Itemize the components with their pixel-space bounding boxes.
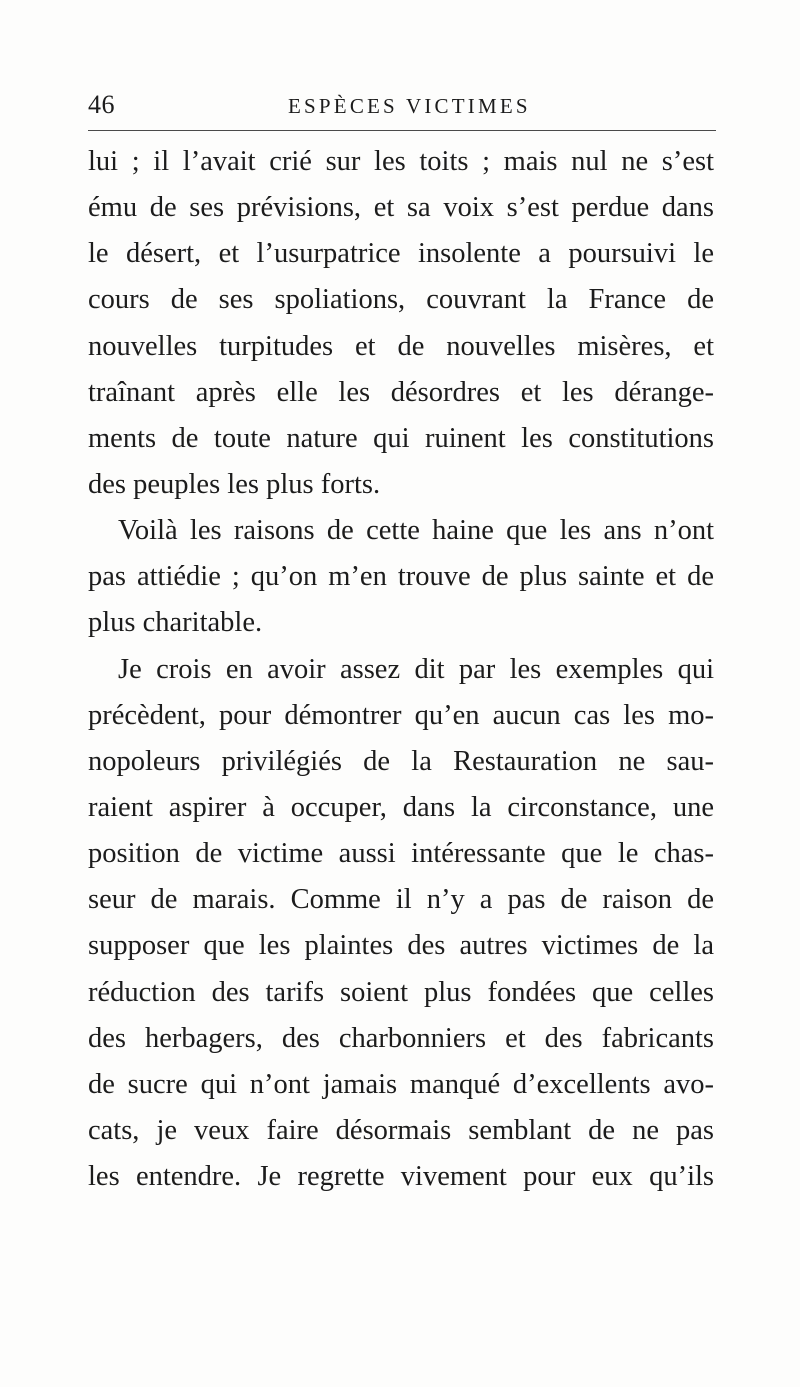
text-line: ments de toute nature qui ruinent les constitutions <box>88 422 714 454</box>
text-line: cours de ses spoliations, couvrant la France de <box>88 284 714 316</box>
text-line: traînant après elle les désordres et les dérange- <box>88 376 714 408</box>
text-line: pas attiédie ; qu’on m’en trouve de plus sainte et de <box>88 561 714 593</box>
text-line: Voilà les raisons de cette haine que les ans n’ont <box>118 515 714 547</box>
running-head <box>88 86 714 126</box>
text-line: raient aspirer à occuper, dans la circonstance, une <box>88 791 714 823</box>
body-text <box>88 139 714 1200</box>
text-line: nouvelles turpitudes et de nouvelles misères, et <box>88 330 714 362</box>
text-line: de sucre qui n’ont jamais manqué d’excellents avo- <box>88 1068 714 1100</box>
text-line: supposer que les plaintes des autres victimes de la <box>88 930 714 962</box>
text-line: plus charitable. <box>88 607 263 639</box>
page-number: 46 <box>88 90 115 119</box>
text-line: le désert, et l’usurpatrice insolente a poursuivi le <box>88 238 714 270</box>
text-line: cats, je veux faire désormais semblant de ne pas <box>88 1114 714 1146</box>
text-line: précèdent, pour démontrer qu’en aucun cas les mo- <box>88 699 714 731</box>
text-line: lui ; il l’avait crié sur les toits ; mais nul ne s’est <box>88 146 714 177</box>
text-line: nopoleurs privilégiés de la Restauration ne sau- <box>88 745 714 777</box>
text-line: des peuples les plus forts. <box>88 468 381 500</box>
header-rule <box>88 130 716 131</box>
text-line: Je crois en avoir assez dit par les exemples qui <box>118 653 714 685</box>
text-line: position de victime aussi intéressante que le chas- <box>88 838 714 870</box>
running-title: ESPÈCES VICTIMES <box>288 94 531 118</box>
text-line: des herbagers, des charbonniers et des fabricants <box>88 1022 714 1054</box>
text-line: réduction des tarifs soient plus fondées que celles <box>88 976 714 1008</box>
text-line: ému de ses prévisions, et sa voix s’est perdue dans <box>88 192 714 224</box>
text-line: les entendre. Je regrette vivement pour eux qu’ils <box>88 1161 714 1193</box>
text-line: seur de marais. Comme il n’y a pas de raison de <box>88 884 714 916</box>
